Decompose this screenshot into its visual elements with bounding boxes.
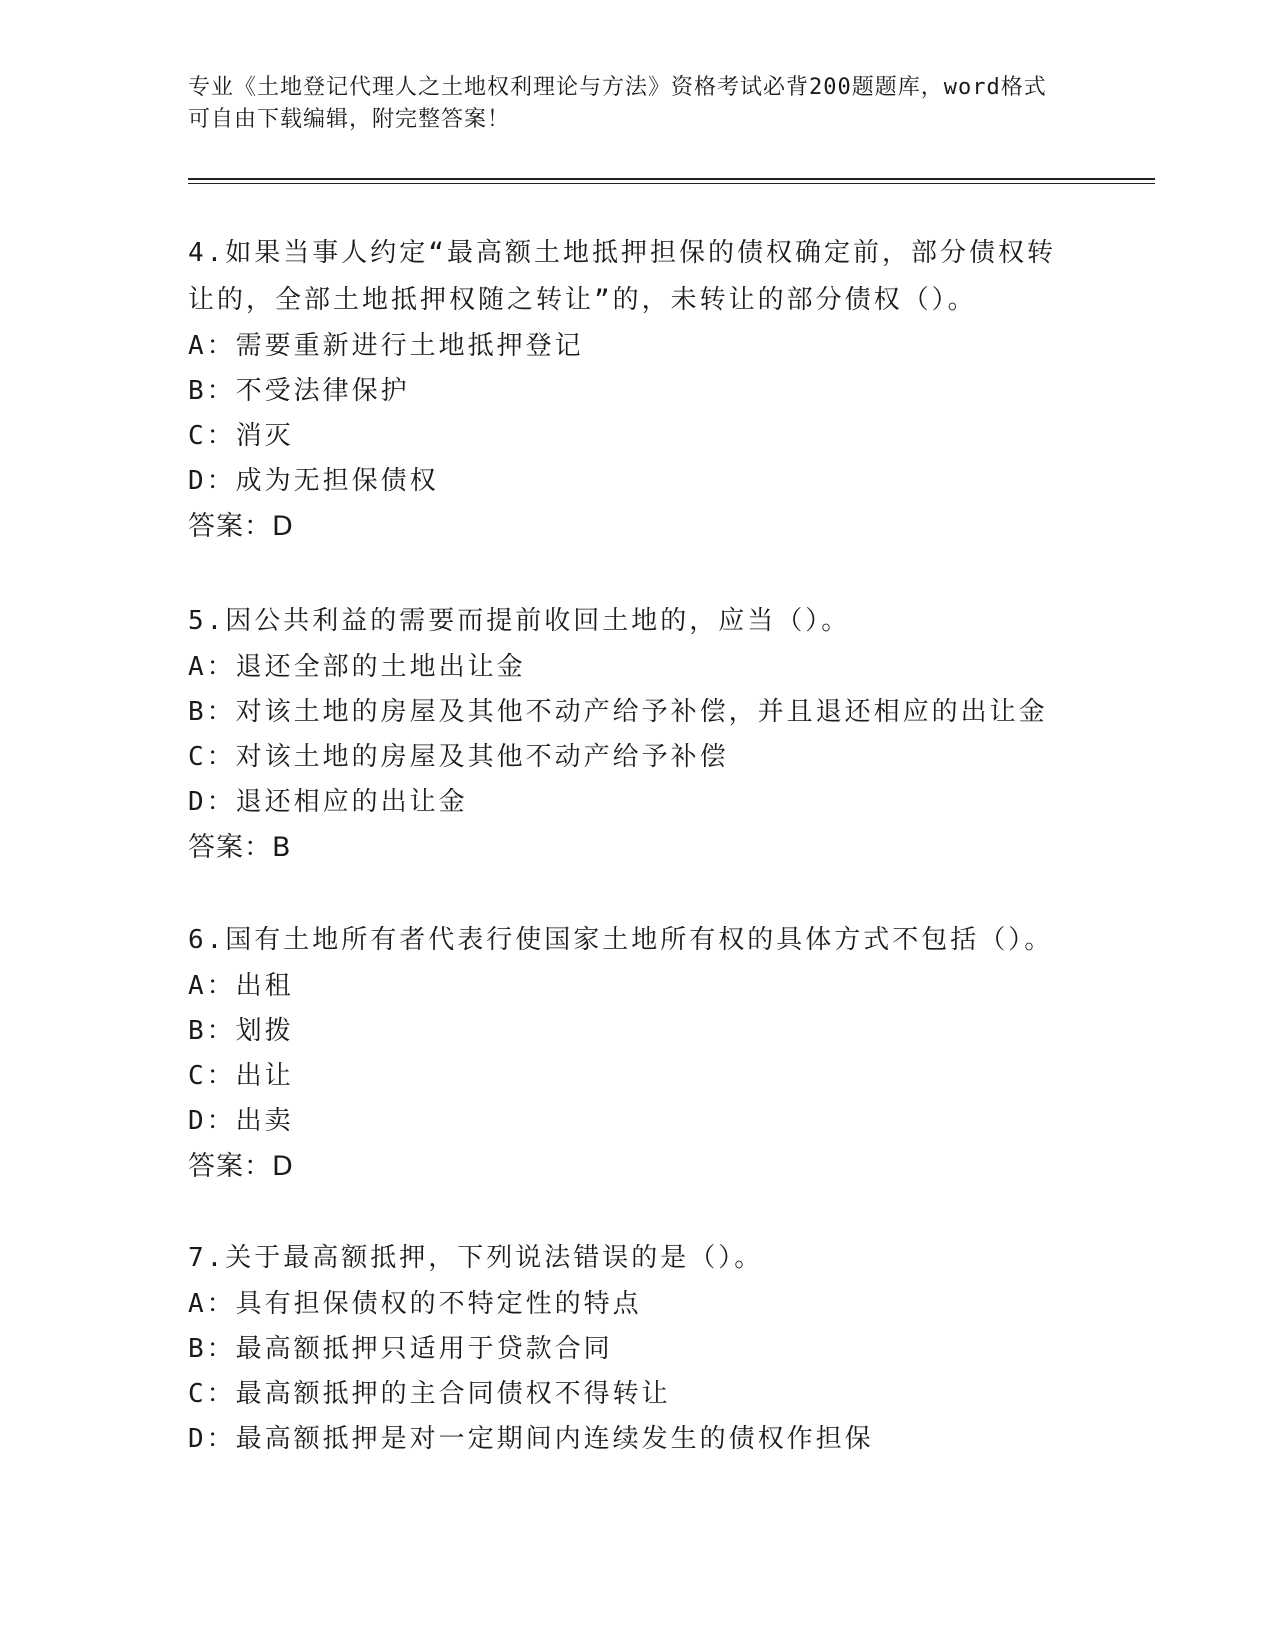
answer-line: 答案：D	[188, 1151, 294, 1182]
answer-line: 答案：B	[188, 832, 292, 863]
header-divider	[188, 178, 1155, 184]
option-c: C：消灭	[188, 421, 294, 451]
question-block	[188, 230, 1068, 549]
question-block	[188, 1235, 1068, 1462]
option-c: C：最高额抵押的主合同债权不得转让	[188, 1379, 671, 1409]
option-c: C：出让	[188, 1061, 294, 1091]
option-a: A：退还全部的土地出让金	[188, 652, 526, 682]
option-c: C：对该土地的房屋及其他不动产给予补偿	[188, 742, 729, 772]
question-block	[188, 598, 1068, 870]
option-a: A：出租	[188, 971, 294, 1001]
option-b: B：最高额抵押只适用于贷款合同	[188, 1334, 613, 1364]
question-stem: 6.国有土地所有者代表行使国家土地所有权的具体方式不包括（）。	[188, 925, 1054, 955]
option-b: B：不受法律保护	[188, 376, 410, 406]
option-d: D：退还相应的出让金	[188, 787, 468, 817]
option-a: A：具有担保债权的不特定性的特点	[188, 1289, 642, 1319]
option-d: D：成为无担保债权	[188, 466, 439, 496]
option-d: D：出卖	[188, 1106, 294, 1136]
option-d: D：最高额抵押是对一定期间内连续发生的债权作担保	[188, 1424, 874, 1454]
question-stem: 7.关于最高额抵押，下列说法错误的是（）。	[188, 1243, 764, 1273]
question-stem: 4.如果当事人约定“最高额土地抵押担保的债权确定前，部分债权转让的，全部土地抵押权随之转让”的，未转让的部分债权（）。	[188, 238, 1056, 315]
option-a: A：需要重新进行土地抵押登记	[188, 331, 584, 361]
answer-line: 答案：D	[188, 511, 294, 542]
question-stem: 5.因公共利益的需要而提前收回土地的，应当（）。	[188, 606, 851, 636]
option-b: B：对该土地的房屋及其他不动产给予补偿，并且退还相应的出让金	[188, 697, 1048, 727]
document-title: 专业《土地登记代理人之土地权利理论与方法》资格考试必背200题题库，word格式可自由下载编辑，附完整答案！	[188, 75, 1047, 132]
option-b: B：划拨	[188, 1016, 294, 1046]
question-block	[188, 917, 1068, 1189]
